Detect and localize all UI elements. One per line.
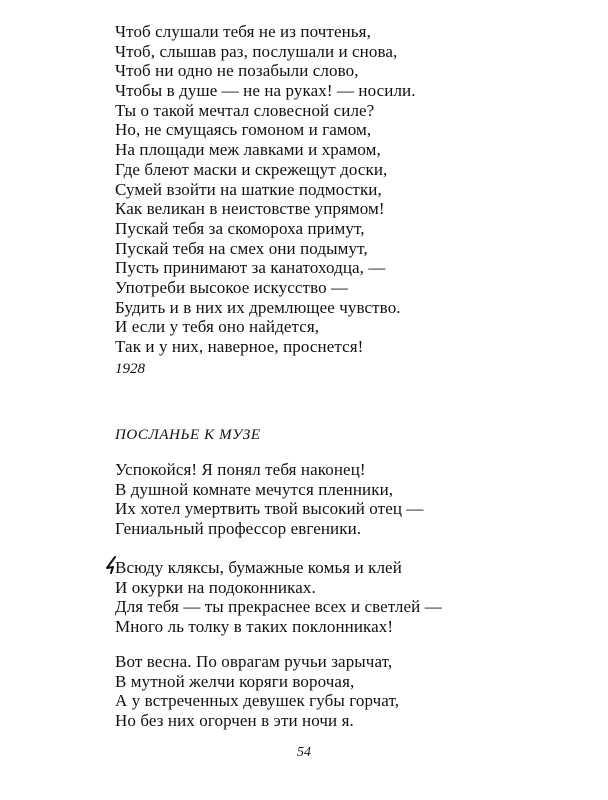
poem-line: Успокойся! Я понял тебя наконец! bbox=[115, 460, 366, 479]
poem-line: Как великан в неистовстве упрямом! bbox=[115, 199, 385, 219]
poem-line: Употреби высокое искусство — bbox=[115, 277, 349, 297]
poem-line: И окурки на подоконниках. bbox=[115, 577, 316, 597]
poem-line: В мутной желчи коряги ворочая, bbox=[115, 671, 355, 691]
poem-line: Много ль толку в таких поклонниках! bbox=[115, 617, 394, 637]
poem-2-stanza-2 bbox=[115, 558, 585, 637]
page-number: 54 bbox=[297, 745, 311, 760]
poem-line: Сумей взойти на шаткие подмостки, bbox=[115, 179, 382, 199]
poem-line: Пусть принимают за канатоходца, — bbox=[115, 258, 386, 278]
poem-line: Гениальный профессор евгеники. bbox=[115, 519, 362, 539]
poem-2-title: ПОСЛАНЬЕ К МУЗЕ bbox=[115, 427, 261, 443]
poem-line: Их хотел умертвить твой высокий отец — bbox=[115, 499, 424, 519]
poem-line: Пускай тебя на смех они подымут, bbox=[115, 238, 368, 258]
poem-line: Чтоб, слышав раз, послушали и снова, bbox=[115, 41, 398, 61]
poem-line: А у встреченных девушек губы горчат, bbox=[115, 691, 400, 711]
poem-line: Так и у них, наверное, проснется! bbox=[115, 337, 364, 356]
poem-line: И если у тебя оно найдется, bbox=[115, 317, 320, 337]
poem-line: Всюду кляксы, бумажные комья и клей bbox=[115, 558, 402, 577]
poem-line: Где блеют маски и скрежещут доски, bbox=[115, 159, 388, 179]
poem-line: Чтобы в душе — не на руках! — носили. bbox=[115, 81, 416, 101]
poem-1-year: 1928 bbox=[115, 361, 145, 377]
poem-line: Вот весна. По оврагам ручьи зарычат, bbox=[115, 652, 393, 671]
poem-line: В душной комнате мечутся пленники, bbox=[115, 479, 394, 499]
poem-line: Но, не смущаясь гомоном и гамом, bbox=[115, 120, 372, 140]
poem-line: Чтоб слушали тебя не из почтенья, bbox=[115, 22, 371, 41]
poem-line: Для тебя — ты прекраснее всех и светлей — bbox=[115, 597, 442, 617]
poem-line: Пускай тебя за скомороха примут, bbox=[115, 218, 365, 238]
poem-2-stanza-3 bbox=[115, 652, 585, 731]
poem-line: На площади меж лавками и храмом, bbox=[115, 140, 381, 160]
poem-line: Чтоб ни одно не позабыли слово, bbox=[115, 61, 359, 81]
poem-2-stanza-1 bbox=[115, 460, 585, 539]
poem-line: Но без них огорчен в эти ночи я. bbox=[115, 711, 354, 731]
poem-line: Ты о такой мечтал словесной силе? bbox=[115, 100, 375, 120]
poem-1-text bbox=[115, 22, 585, 357]
poem-line: Будить и в них их дремлющее чувство. bbox=[115, 297, 401, 317]
